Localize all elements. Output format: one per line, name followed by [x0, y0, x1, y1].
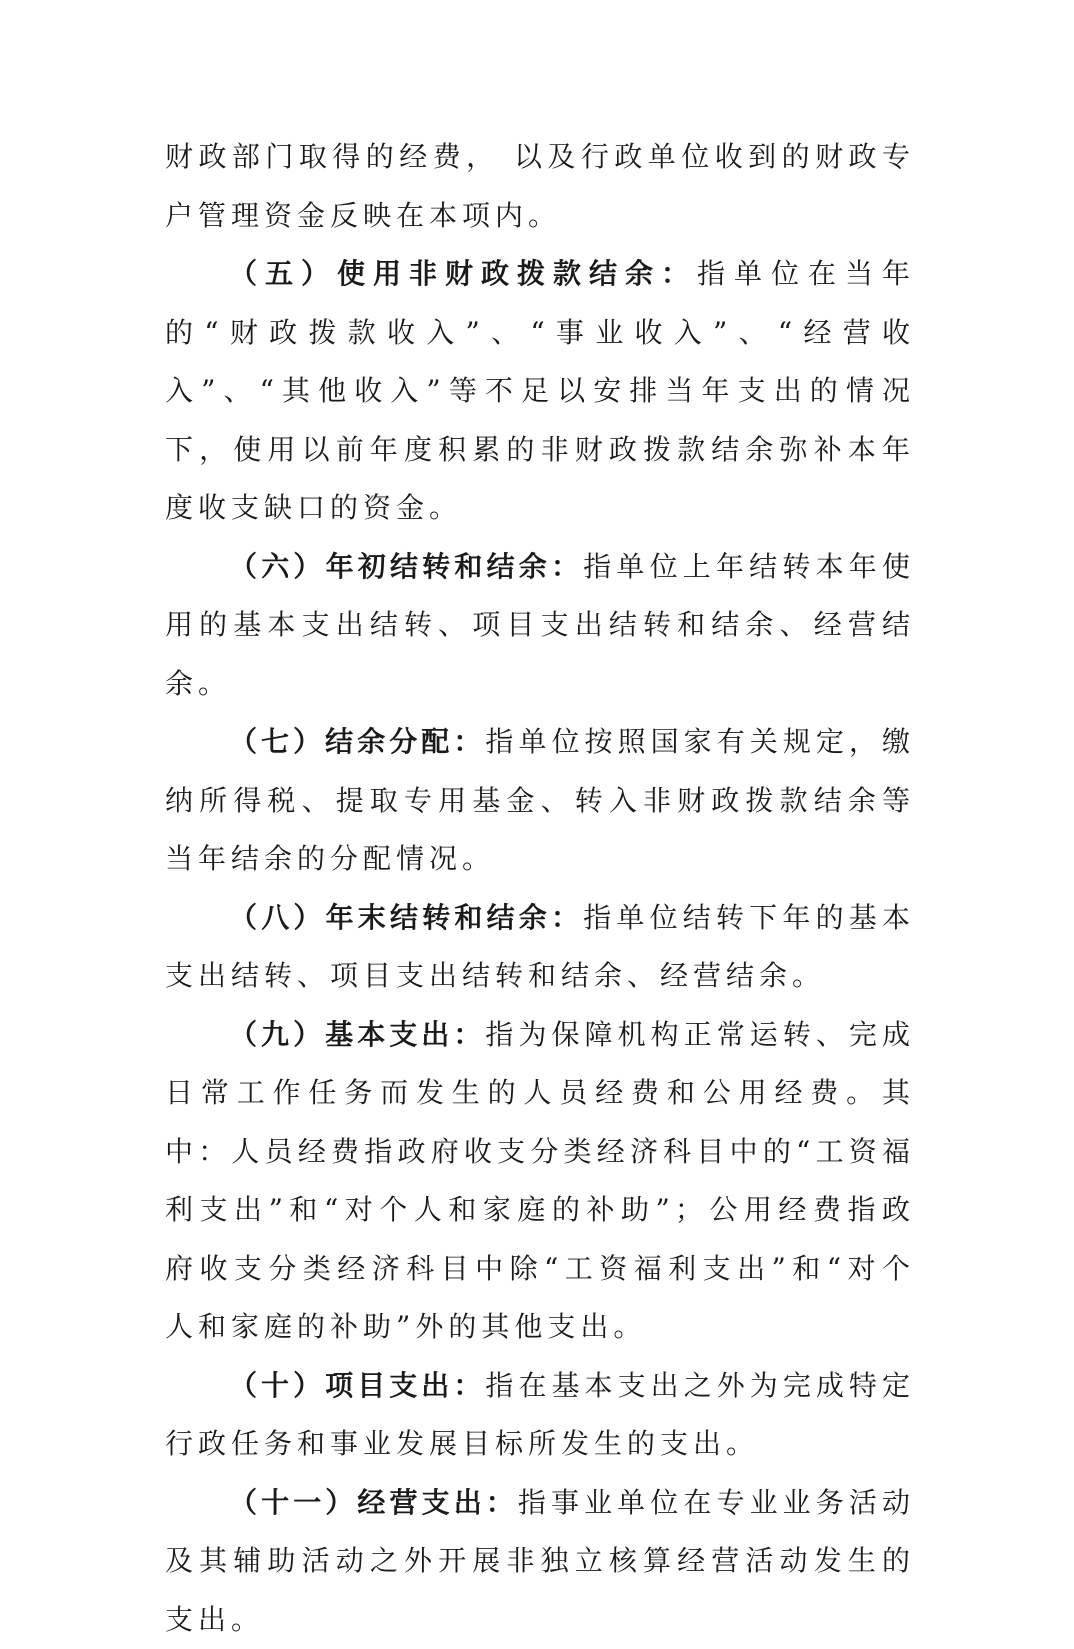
paragraph-item-9: [165, 1006, 915, 1357]
paragraph-text: 指为保障机构正常运转、完成日常工作任务而发生的人员经费和公用经费。其中：人员经费指政府收支分类经济科目中的“工资福利支出”和“对个人和家庭的补助”；公用经费指政府收支分类经济科目中除“工资福利支出”和“对个人和家庭的补助”外的其他支出。: [165, 1018, 915, 1344]
document-body: [165, 128, 915, 1649]
paragraph-text: 指单位结转下年的基本支出结转、项目支出结转和结余、经营结余。: [165, 901, 915, 993]
paragraph-item-7: [165, 713, 915, 889]
paragraph-item-5: [165, 245, 915, 538]
paragraph-item-11: [165, 1474, 915, 1649]
paragraph-heading: （九）基本支出：: [229, 1018, 485, 1051]
paragraph-heading: （八）年末结转和结余：: [229, 901, 583, 934]
paragraph-text: 财政部门取得的经费， 以及行政单位收到的财政专户管理资金反映在本项内。: [165, 140, 915, 232]
paragraph-text: 指单位上年结转本年使用的基本支出结转、项目支出结转和结余、经营结余。: [165, 550, 915, 700]
paragraph-item-6: [165, 538, 915, 714]
paragraph-heading: （五）使用非财政拨款结余：: [229, 257, 697, 290]
paragraph-heading: （六）年初结转和结余：: [229, 550, 583, 583]
paragraph-continuation: [165, 128, 915, 245]
paragraph-text: 指单位在当年的“财政拨款收入”、“事业收入”、“经营收入”、“其他收入”等不足以安排当年支出的情况下，使用以前年度积累的非财政拨款结余弥补本年度收支缺口的资金。: [165, 257, 915, 524]
paragraph-heading: （十一）经营支出：: [229, 1486, 518, 1519]
paragraph-text: 指在基本支出之外为完成特定行政任务和事业发展目标所发生的支出。: [165, 1369, 915, 1461]
paragraph-heading: （十）项目支出：: [229, 1369, 485, 1402]
paragraph-item-8: [165, 889, 915, 1006]
paragraph-text: 指事业单位在专业业务活动及其辅助活动之外开展非独立核算经营活动发生的支出。: [165, 1486, 915, 1636]
paragraph-heading: （七）结余分配：: [229, 725, 485, 758]
paragraph-text: 指单位按照国家有关规定，缴纳所得税、提取专用基金、转入非财政拨款结余等当年结余的分配情况。: [165, 725, 915, 875]
paragraph-item-10: [165, 1357, 915, 1474]
